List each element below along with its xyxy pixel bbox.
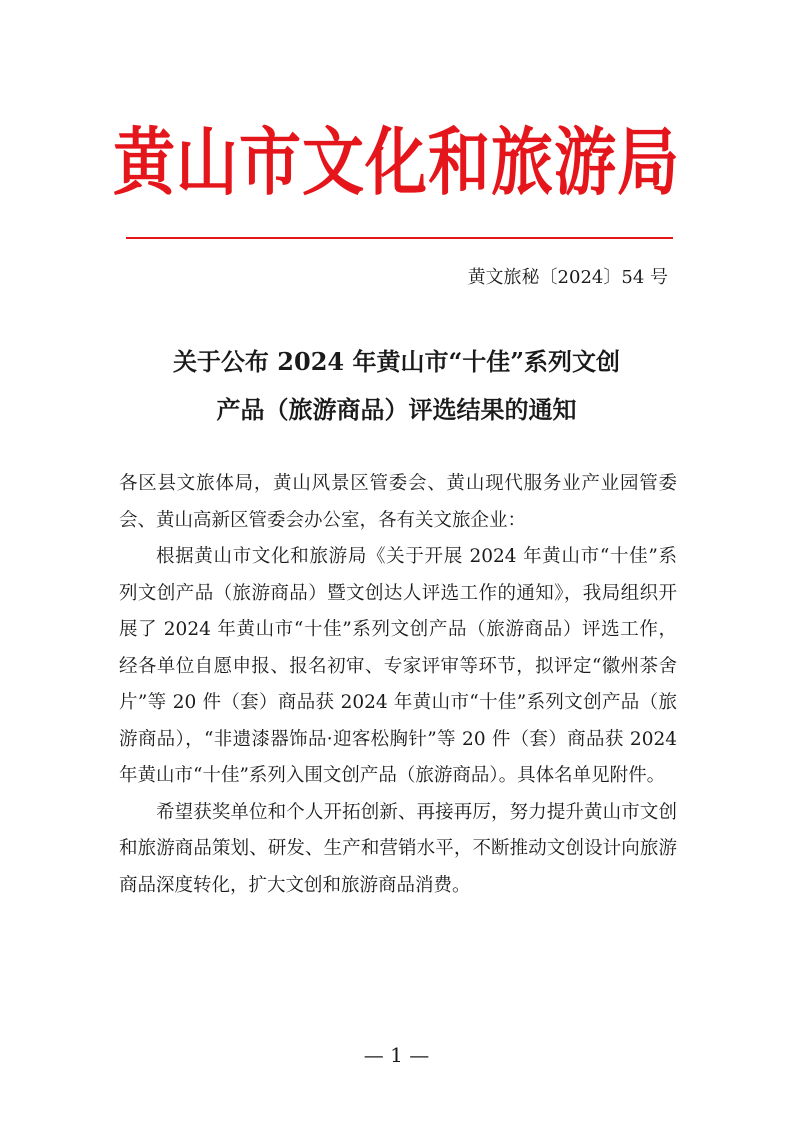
red-divider-line — [126, 237, 673, 239]
issuer-masthead: 黄山市文化和旅游局 — [112, 119, 680, 206]
body-paragraph-2: 希望获奖单位和个人开拓创新、再接再厉，努力提升黄山市文创和旅游商品策划、研发、生产和营销水平，不断推动文创设计向旅游商品深度转化，扩大文创和旅游商品消费。 — [119, 801, 677, 896]
document-body — [119, 466, 677, 904]
addressee: 各区县文旅体局，黄山风景区管委会、黄山现代服务业产业园管委会、黄山高新区管委会办公室，各有关文旅企业： — [119, 473, 677, 531]
page-number: — 1 — — [363, 1043, 430, 1067]
title-line-2: 产品（旅游商品）评选结果的通知 — [216, 395, 577, 424]
body-paragraph-1: 根据黄山市文化和旅游局《关于开展 2024 年黄山市“十佳”系列文创产品（旅游商品）暨文创达人评选工作的通知》，我局组织开展了 2024 年黄山市“十佳”系列文创产品（旅游商品）评选工作，经各单位自愿申报、报名初审、专家评审等环节，拟评定“徽州茶舍片”等 20 件（套）商品获 2024 年黄山市“十佳”系列文创产品（旅游商品），“非遗漆器饰品·迎客松胸针”等 20 件（套）商品获 2024 年黄山市“十佳”系列入围文创产品（旅游商品）。具体名单见附件。 — [119, 546, 677, 786]
document-title — [100, 338, 693, 434]
document-number: 黄文旅秘〔2024〕54 号 — [467, 267, 668, 288]
title-line-1: 关于公布 2024 年黄山市“十佳”系列文创 — [172, 347, 621, 376]
